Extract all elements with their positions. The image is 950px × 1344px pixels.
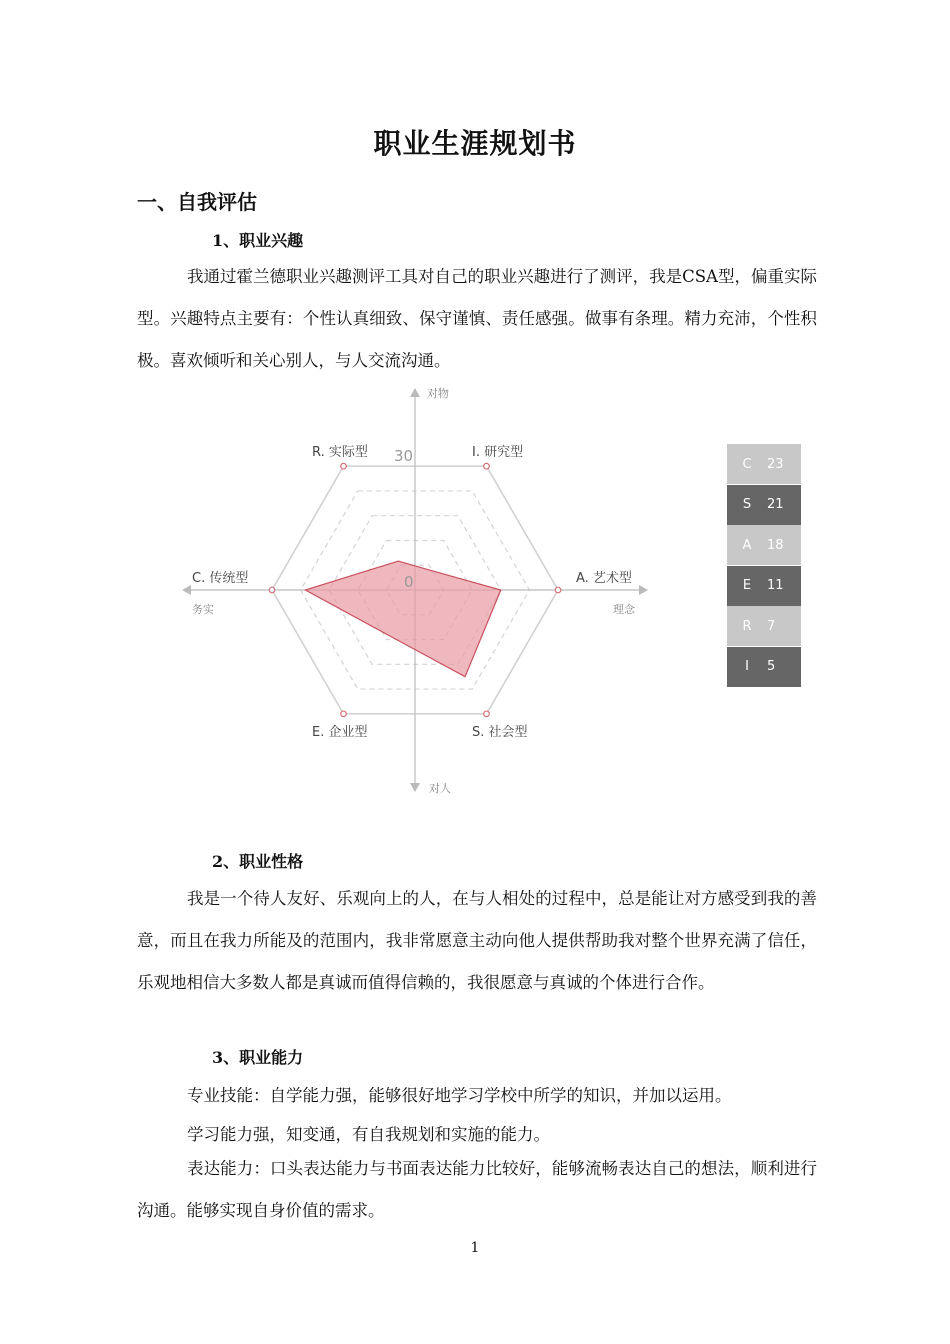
axis-label-realistic: R. 实际型 [312, 445, 368, 460]
ability-line-learning: 学习能力强，知变通，有自我规划和实施的能力。 [187, 1125, 550, 1144]
legend-row-c [727, 444, 801, 484]
subheading-career-interest: 1、职业兴趣 [212, 231, 304, 250]
legend-key: R [742, 618, 752, 634]
legend-row-s [727, 485, 801, 525]
axis-label-conventional: C. 传统型 [192, 571, 249, 586]
legend-key: E [742, 578, 752, 594]
page-number: 1 [470, 1240, 480, 1256]
tick-label-0: 0 [404, 573, 414, 591]
radar-vertex-dot [341, 463, 347, 469]
axis-label-social: S. 社会型 [472, 725, 528, 740]
legend-key: S [742, 497, 752, 513]
axis-title-things: 对物 [427, 387, 449, 400]
axis-label-artistic: A. 艺术型 [576, 571, 632, 586]
legend-row-r [727, 606, 801, 646]
legend-row-i [727, 647, 801, 687]
paragraph-expression-ability: 表达能力：口头表达能力与书面表达能力比较好，能够流畅表达自己的想法，顺利进行沟通。能够实现自身价值的需求。 [137, 1159, 817, 1220]
legend-row-a [727, 525, 801, 565]
legend-value: 5 [767, 659, 776, 675]
tick-label-30: 30 [394, 447, 414, 465]
holland-radar-chart [150, 380, 670, 800]
arrow-down-icon [410, 783, 420, 792]
radar-vertex-dot [555, 587, 561, 593]
radar-vertex-dot [484, 463, 490, 469]
legend-value: 7 [767, 618, 776, 634]
axis-label-enterprising: E. 企业型 [312, 725, 368, 740]
legend-value: 18 [767, 537, 784, 553]
radar-vertex-dot [484, 711, 490, 717]
legend-value: 21 [767, 497, 784, 513]
score-legend [727, 444, 801, 688]
radar-vertex-dot [269, 587, 275, 593]
subheading-career-personality: 2、职业性格 [212, 852, 304, 871]
document-title: 职业生涯规划书 [373, 127, 577, 160]
axis-title-practical: 务实 [192, 603, 214, 616]
paragraph-career-personality: 我是一个待人友好、乐观向上的人，在与人相处的过程中，总是能让对方感受到我的善意，而且在我力所能及的范围内，我非常愿意主动向他人提供帮助我对整个世界充满了信任，乐观地相信大多数人都是真诚而值得信赖的，我很愿意与真诚的个体进行合作。 [137, 889, 817, 992]
legend-key: A [742, 537, 752, 553]
legend-key: C [742, 456, 752, 472]
paragraph-career-interest: 我通过霍兰德职业兴趣测评工具对自己的职业兴趣进行了测评，我是CSA型，偏重实际型。兴趣特点主要有：个性认真细致、保守谨慎、责任感强。做事有条理。精力充沛，个性积极。喜欢倾听和关心别人，与人交流沟通。 [137, 267, 817, 370]
axis-label-investigative: I. 研究型 [472, 445, 524, 460]
legend-key: I [745, 659, 749, 675]
arrow-right-icon [639, 585, 648, 595]
legend-value: 23 [767, 456, 784, 472]
arrow-left-icon [182, 585, 191, 595]
legend-value: 11 [767, 578, 784, 594]
ability-line-professional-skills: 专业技能：自学能力强，能够很好地学习学校中所学的知识，并加以运用。 [187, 1086, 732, 1105]
axis-title-ideas: 理念 [613, 603, 635, 616]
radar-vertex-dot [341, 711, 347, 717]
arrow-up-icon [410, 388, 420, 397]
subheading-career-ability: 3、职业能力 [212, 1048, 304, 1067]
section-heading-self-assessment: 一、自我评估 [137, 190, 257, 214]
axis-title-people: 对人 [429, 782, 451, 795]
legend-row-e [727, 566, 801, 606]
